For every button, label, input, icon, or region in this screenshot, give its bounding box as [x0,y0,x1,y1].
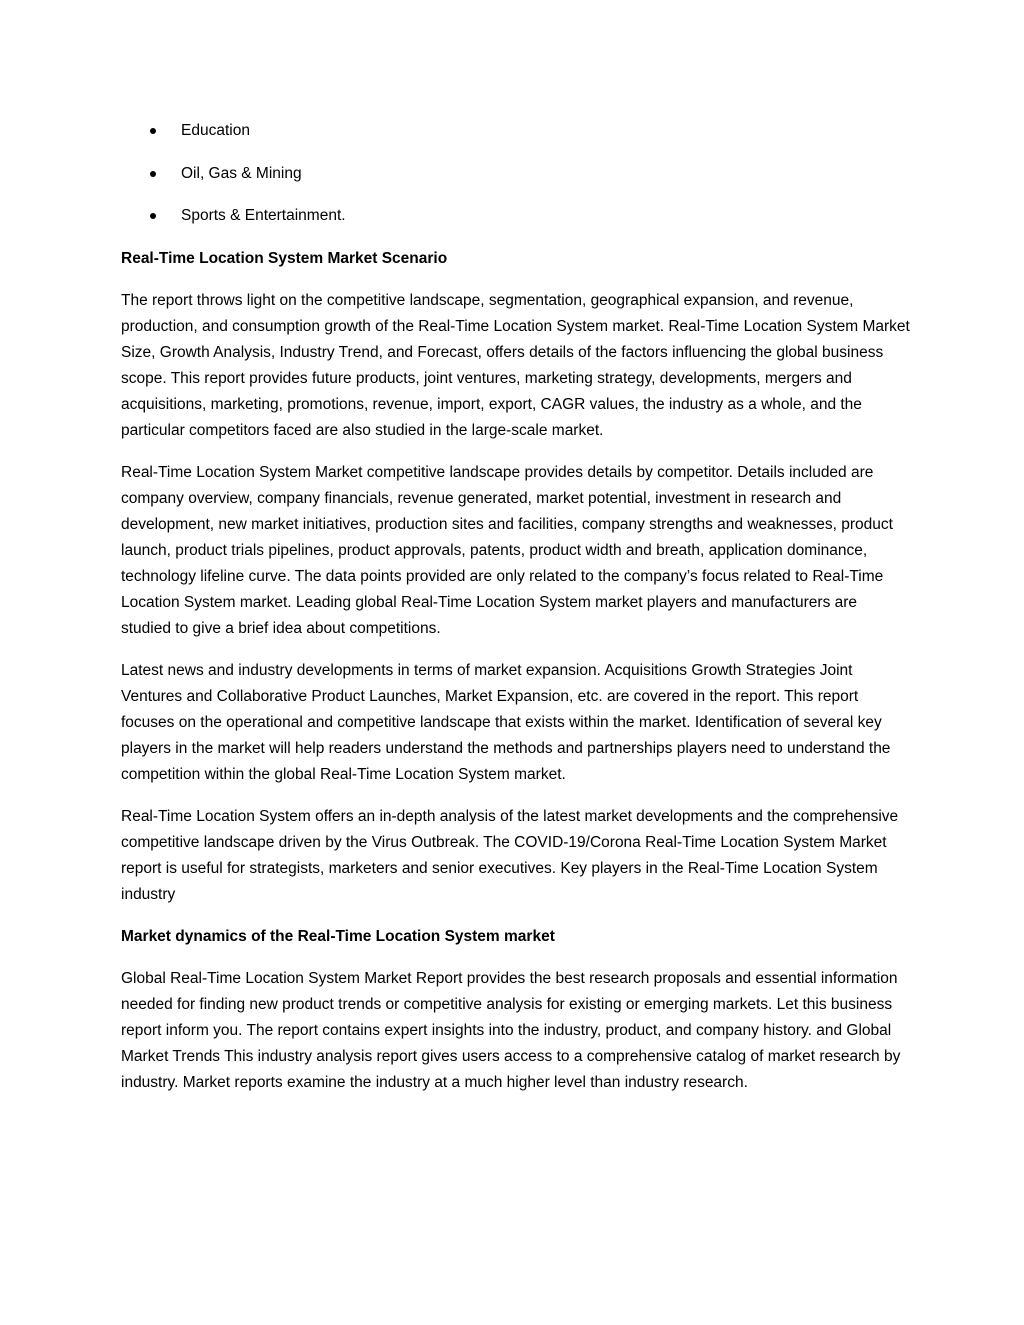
list-item [121,203,911,229]
bullet-list [121,118,911,229]
paragraph-latest-news: Latest news and industry developments in terms of market expansion. Acquisitions Growth Strategies Joint Ventures and Collaborative Product Launches, Market Expansion, etc. are covered in the report. This report focuses on the operational and competitive landscape that exists within the market. Identification of several key players in the market will help readers understand the methods and partnerships players need to understand the competition within the global Real-Time Location System market. [121,661,891,783]
paragraph-global-report: Global Real-Time Location System Market Report provides the best research proposals and essential information needed for finding new product trends or competitive analysis for existing or emerging markets. Let this business report inform you. The report contains expert insights into the industry, product, and company history. and Global Market Trends This industry analysis report gives users access to a comprehensive catalog of market research by industry. Market reports examine the industry at a much higher level than industry research. [121,969,901,1091]
bullet-dot-icon [150,213,156,219]
bullet-dot-icon [150,128,156,134]
list-item-text: Oil, Gas & Mining [181,164,302,182]
paragraph-report-overview: The report throws light on the competitive landscape, segmentation, geographical expansion, and revenue, production, and consumption growth of the Real-Time Location System market. Real-Time Location System Market Size, Growth Analysis, Industry Trend, and Forecast, offers details of the factors influencing the global business scope. This report provides future products, joint ventures, marketing strategy, developments, mergers and acquisitions, marketing, promotions, revenue, import, export, CAGR values, the industry as a whole, and the particular competitors faced are also studied in the large-scale market. [121,291,910,439]
list-item [121,161,911,187]
section-heading-market-dynamics: Market dynamics of the Real-Time Location System market [121,927,555,945]
list-item-text: Education [181,122,250,139]
list-item [121,118,911,144]
bullet-dot-icon [150,171,156,177]
paragraph-in-depth-analysis: Real-Time Location System offers an in-depth analysis of the latest market developments and the comprehensive competitive landscape driven by the Virus Outbreak. The COVID-19/Corona Real-Time Location System Market report is useful for strategists, marketers and senior executives. Key players in the Real-Time Location System industry [121,807,899,903]
section-heading-scenario: Real-Time Location System Market Scenario [121,249,448,267]
paragraph-competitive-landscape: Real-Time Location System Market competitive landscape provides details by competitor. Details included are company overview, company financials, revenue generated, market potential, investment in research and development, new market initiatives, production sites and facilities, company strengths and weaknesses, product launch, product trials pipelines, product approvals, patents, product width and breath, application dominance, technology lifeline curve. The data points provided are only related to the company’s focus related to Real-Time Location System market. Leading global Real-Time Location System market players and manufacturers are studied to give a brief idea about competitions. [121,463,893,637]
list-item-text: Sports & Entertainment. [181,207,346,224]
document-page [121,118,911,1112]
